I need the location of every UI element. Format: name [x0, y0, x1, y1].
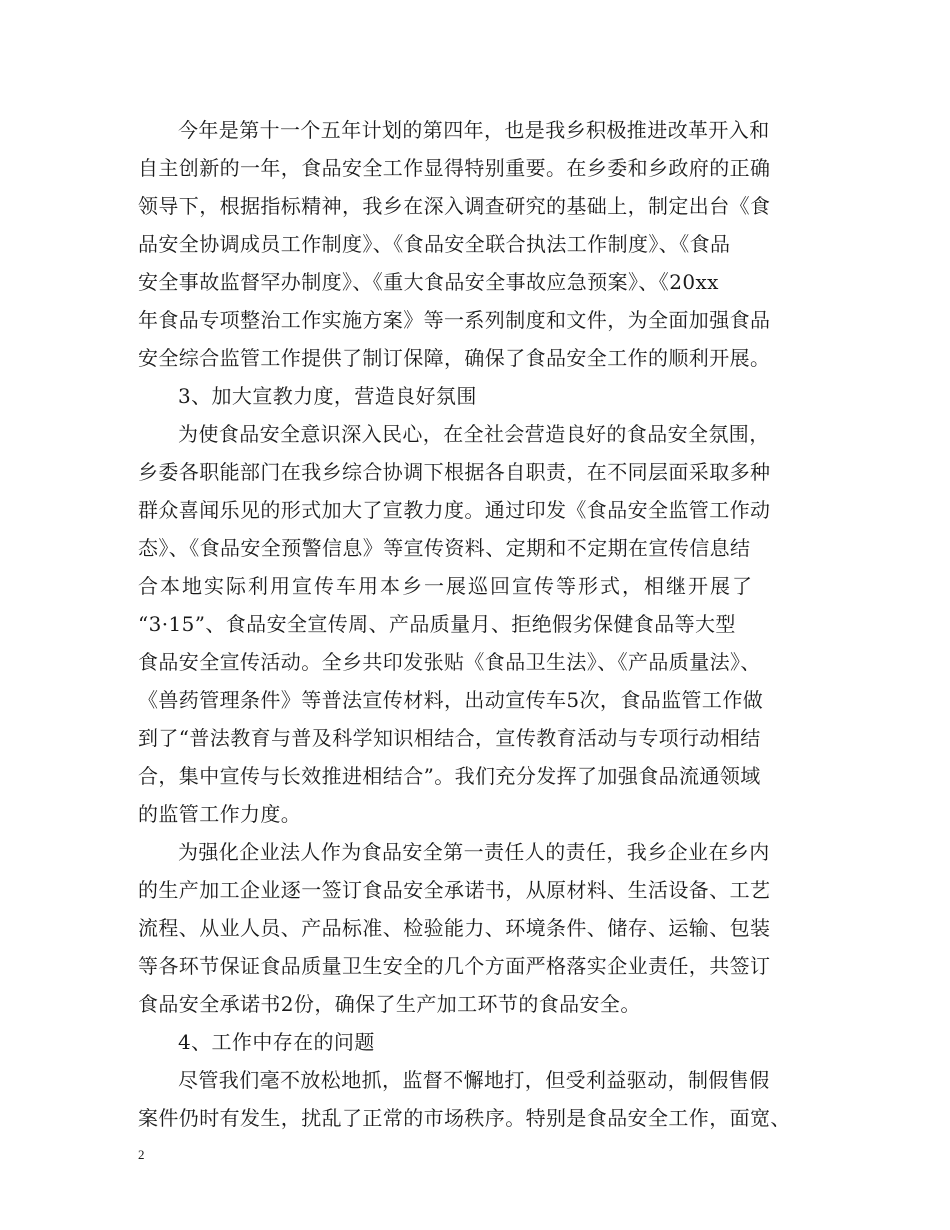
paragraph-line: 态》、《食品安全预警信息》等宣传资料、定期和不定期在宣传信息结	[138, 536, 751, 560]
paragraph-line: 安全综合监管工作提供了制订保障，确保了食品安全工作的顺利开展。	[138, 346, 771, 370]
paragraph-line: 食品安全承诺书2份，确保了生产加工环节的食品安全。	[138, 992, 641, 1016]
paragraph-line: 群众喜闻乐见的形式加大了宣教力度。通过印发《食品安全监管工作动	[138, 498, 771, 522]
paragraph-line: 品安全协调成员工作制度》、《食品安全联合执法工作制度》、《食品	[138, 232, 731, 256]
paragraph-line: 领导下，根据指标精神，我乡在深入调查研究的基础上，制定出台《食	[138, 194, 771, 218]
paragraph-line: 尽管我们毫不放松地抓，监督不懈地打，但受利益驱动，制假售假	[178, 1068, 770, 1092]
paragraph-line: 年食品专项整治工作实施方案》等一系列制度和文件，为全面加强食品	[138, 308, 771, 332]
section-heading: 4、工作中存在的问题	[178, 1030, 375, 1054]
paragraph-line: 的生产加工企业逐一签订食品安全承诺书，从原材料、生活设备、工艺	[138, 878, 771, 902]
paragraph-line: 案件仍时有发生，扰乱了正常的市场秩序。特别是食品安全工作，面宽、	[138, 1106, 791, 1130]
paragraph-line: 乡委各职能部门在我乡综合协调下根据各自职责，在不同层面采取多种	[138, 460, 771, 484]
paragraph-line: 的监管工作力度。	[138, 802, 302, 826]
paragraph-line: 食品安全宣传活动。全乡共印发张贴《食品卫生法》、《产品质量法》、	[138, 650, 761, 674]
page-number: 2	[138, 1147, 145, 1162]
paragraph-line: “3·15”、食品安全宣传周、产品质量月、拒绝假劣保健食品等大型	[138, 612, 736, 636]
paragraph-line: 合本地实际利用宣传车用本乡一展巡回宣传等形式，相继开展了	[138, 574, 754, 598]
paragraph-line: 合，集中宣传与长效推进相结合”。我们充分发挥了加强食品流通领域	[138, 764, 761, 788]
section-heading: 3、加大宣教力度，营造良好氛围	[178, 384, 477, 408]
paragraph-line: 《兽药管理条件》等普法宣传材料，出动宣传车5次，食品监管工作做	[138, 688, 764, 712]
paragraph-line: 到了“普法教育与普及科学知识相结合，宣传教育活动与专项行动相结	[138, 726, 761, 750]
paragraph-line: 为使食品安全意识深入民心，在全社会营造良好的食品安全氛围，	[178, 422, 770, 446]
paragraph-line: 自主创新的一年，食品安全工作显得特别重要。在乡委和乡政府的正确	[138, 156, 771, 180]
paragraph-line: 安全事故监督罕办制度》、《重大食品安全事故应急预案》、《20xx	[138, 270, 719, 294]
paragraph-line: 为强化企业法人作为食品安全第一责任人的责任，我乡企业在乡内	[178, 840, 770, 864]
paragraph-line: 流程、从业人员、产品标准、检验能力、环境条件、储存、运输、包装	[138, 916, 771, 940]
paragraph-line: 今年是第十一个五年计划的第四年，也是我乡积极推进改革开入和	[178, 118, 770, 142]
paragraph-line: 等各环节保证食品质量卫生安全的几个方面严格落实企业责任，共签订	[138, 954, 771, 978]
